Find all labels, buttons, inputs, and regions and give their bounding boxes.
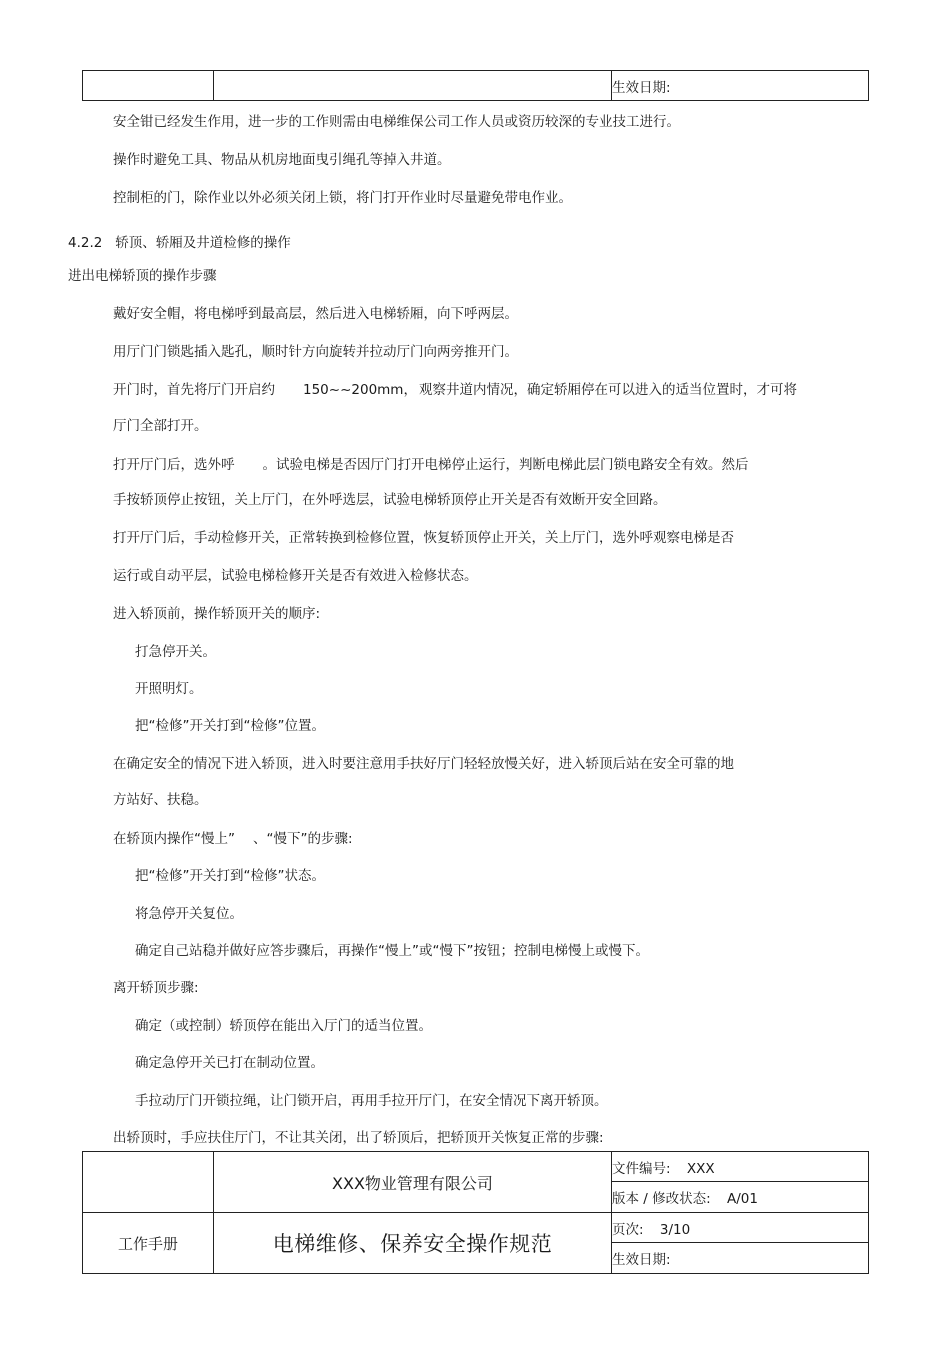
body-line-b3: 运行或自动平层，试验电梯检修开关是否有效进入检修状态。 xyxy=(113,568,478,584)
switch-step-3: 把“检修”开关打到“检修”位置。 xyxy=(135,718,325,734)
body-line-3: 控制柜的门，除作业以外必须关闭上锁，将门打开作业时尽量避免带电作业。 xyxy=(113,190,572,206)
leave-heading: 离开轿顶步骤: xyxy=(113,980,199,996)
switch-step-2: 开照明灯。 xyxy=(135,681,203,697)
step-line-2: 用厅门门锁匙插入匙孔，顺时针方向旋转并拉动厅门向两旁推开门。 xyxy=(113,344,518,360)
test-call-part-1: 打开厅门后，选外呼 xyxy=(113,457,235,473)
slow-op-3: 确定自己站稳并做好应答步骤后，再操作“慢上”或“慢下”按钮；控制电梯慢上或慢下。 xyxy=(135,943,649,959)
body-line-2: 操作时避免工具、物品从机房地面曳引绳孔等掉入井道。 xyxy=(113,152,451,168)
body-line-1: 安全钳已经发生作用，进一步的工作则需由电梯维保公司工作人员或资历较深的专业技工进行。 xyxy=(113,114,680,130)
open-door-part-2: 观察井道内情况，确定轿厢停在可以进入的适当位置时，才可将 xyxy=(418,382,797,398)
page-value: 3/10 xyxy=(659,1221,691,1238)
version-cell xyxy=(612,1182,869,1213)
slow-ops-heading-part-2: 、“慢下”的步骤: xyxy=(253,831,353,847)
top-cell-empty-1 xyxy=(83,71,214,101)
footer-cell-empty xyxy=(83,1152,214,1213)
doc-number-label: 文件编号: xyxy=(612,1160,671,1177)
section-heading: 4.2.2 轿顶、轿厢及井道检修的操作 xyxy=(68,235,291,251)
subheading: 进出电梯轿顶的操作步骤 xyxy=(68,268,217,284)
version-value: A/01 xyxy=(726,1191,758,1207)
footer-header-table xyxy=(82,1151,869,1274)
body-line-c2: 方站好、扶稳。 xyxy=(113,792,208,808)
test-call-line-1 xyxy=(113,453,749,473)
document-title: 电梯维修、保养安全操作规范 xyxy=(214,1213,612,1274)
top-effective-date-label: 生效日期: xyxy=(612,71,869,101)
exit-line: 出轿顶时，手应扶住厅门，不让其关闭，出了轿顶后，把轿顶开关恢复正常的步骤: xyxy=(113,1130,604,1146)
slow-ops-heading-part-1: 在轿顶内操作“慢上” xyxy=(113,831,235,847)
switch-step-1: 打急停开关。 xyxy=(135,644,216,660)
body-line-b4: 进入轿顶前，操作轿顶开关的顺序: xyxy=(113,606,321,622)
doc-number-value: XXX xyxy=(686,1160,715,1177)
manual-label: 工作手册 xyxy=(83,1213,214,1274)
open-door-line-2: 厅门全部打开。 xyxy=(113,418,208,434)
test-call-part-2: 。试验电梯是否因厅门打开电梯停止运行，判断电梯此层门锁电路安全有效。然后 xyxy=(262,457,749,473)
slow-ops-heading xyxy=(113,827,353,847)
body-line-b2: 打开厅门后，手动检修开关，正常转换到检修位置，恢复轿顶停止开关，关上厅门，选外呼观察电梯是否 xyxy=(113,530,734,546)
body-line-b1: 手按轿顶停止按钮，关上厅门，在外呼选层，试验电梯轿顶停止开关是否有效断开安全回路。 xyxy=(113,492,667,508)
top-header-table xyxy=(82,70,869,101)
slow-op-1: 把“检修”开关打到“检修”状态。 xyxy=(135,868,325,884)
open-door-size: 150~~200mm， xyxy=(303,382,417,398)
open-door-part-1: 开门时，首先将厅门开启约 xyxy=(113,382,275,398)
page-label: 页次: xyxy=(612,1221,644,1238)
leave-step-1: 确定（或控制）轿顶停在能出入厅门的适当位置。 xyxy=(135,1018,432,1034)
slow-op-2: 将急停开关复位。 xyxy=(135,906,243,922)
leave-step-2: 确定急停开关已打在制动位置。 xyxy=(135,1055,324,1071)
company-name: XXX物业管理有限公司 xyxy=(214,1152,612,1213)
footer-effective-date-label: 生效日期: xyxy=(612,1243,869,1274)
leave-step-3: 手拉动厅门开锁拉绳，让门锁开启，再用手拉开厅门，在安全情况下离开轿顶。 xyxy=(135,1093,608,1109)
version-label: 版本 / 修改状态: xyxy=(612,1191,711,1207)
open-door-line-1 xyxy=(113,378,797,398)
step-line-1: 戴好安全帽，将电梯呼到最高层，然后进入电梯轿厢，向下呼两层。 xyxy=(113,306,518,322)
top-cell-empty-2 xyxy=(214,71,612,101)
doc-number-cell xyxy=(612,1152,869,1182)
body-line-c1: 在确定安全的情况下进入轿顶，进入时要注意用手扶好厅门轻轻放慢关好，进入轿顶后站在安全可靠的地 xyxy=(113,756,734,772)
page-cell xyxy=(612,1213,869,1243)
